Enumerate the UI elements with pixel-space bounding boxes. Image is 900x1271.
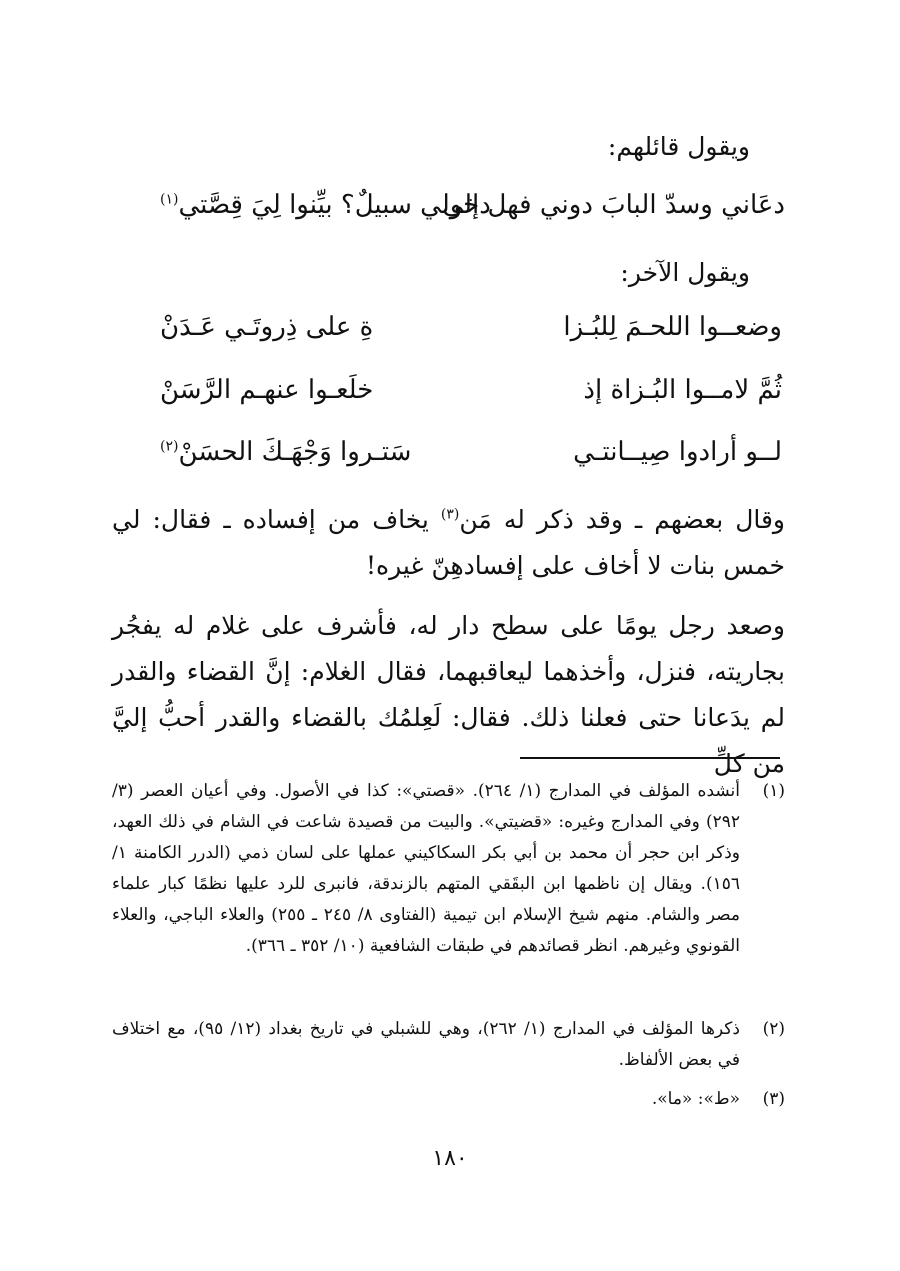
footnote-ref-2: (٢) bbox=[160, 438, 179, 455]
poem-verse-1-first: وضعــوا اللحـمَ لِلبُـزا bbox=[563, 312, 782, 342]
intro-line-2: ويقول الآخر: bbox=[620, 258, 750, 287]
verse-1-second-hemistich bbox=[160, 190, 491, 220]
footnote-1-text: أنشده المؤلف في المدارج (١/ ٢٦٤). «قصتي»: كذا في الأصول. وفي أعيان العصر (٣/ ٢٩٢) وفي المدارج وغيره: «قضيتي». والبيت من قصيدة شاعت في الشام في ذلك العهد، وذكر ابن حجر أن محمد بن أبي بكر السكاكيني عملها على لسان ذمي (الدرر الكامنة ١/ ١٥٦). ويقال إن ناظمها ابن البقَقي المتهم بالزندقة، فانبرى للرد عليها نظمًا كبار علماء مصر والشام. منهم شيخ الإسلام ابن تيمية (الفتاوى ٨/ ٢٤٥ ـ ٢٥٥) والعلاء الباجي، والعلاء القونوي وغيرهم. انظر قصائدهم في طبقات الشافعية (١٠/ ٣٥٢ ـ ٣٦٦). bbox=[112, 781, 741, 956]
footnote-ref-3: (٣) bbox=[440, 506, 460, 523]
footnote-3-number: (٣) bbox=[762, 1089, 785, 1109]
paragraph-1-before: وقال بعضهم ـ وقد ذكر له مَن bbox=[459, 505, 785, 534]
paragraph-2: وصعد رجل يومًا على سطح دار له، فأشرف على غلام له يفجُر بجاريته، فنزل، وأخذهما ليعاقبهما، فقال الغلام: إنَّ القضاء والقدر لم يدَعانا حتى فعلنا ذلك. فقال: لَعِلمُك بالقضاء والقدر أحبُّ إليَّ من كلِّ bbox=[112, 611, 785, 778]
footnote-2-text: ذكرها المؤلف في المدارج (١/ ٢٦٢)، وهي للشبلي في تاريخ بغداد (١٢/ ٩٥)، مع اختلاف في بعض الألفاظ. bbox=[112, 1019, 740, 1070]
footnote-ref-1: (١) bbox=[160, 191, 179, 208]
footnote-1 bbox=[112, 776, 785, 962]
verse-1-first-hemistich: دعَاني وسدّ البابَ دوني فهل إلى bbox=[442, 190, 785, 220]
poem-verse-1 bbox=[160, 312, 782, 356]
poem-verse-3 bbox=[160, 437, 782, 481]
footnote-2 bbox=[112, 1014, 785, 1076]
verse-1-second-text: دخولي سبيلٌ؟ بيِّنوا لِيَ قِصَّتي bbox=[178, 190, 491, 220]
poem-verse-3-first: لــو أرادوا صِيــانتـي bbox=[573, 437, 782, 467]
paragraph-1 bbox=[112, 497, 785, 589]
footnote-3 bbox=[112, 1084, 785, 1115]
footnote-3-text: «ط»: «ما». bbox=[651, 1089, 740, 1109]
poem-verse-2-first: ثُمَّ لامــوا البُـزاة إذ bbox=[583, 375, 782, 405]
poem-verse-2 bbox=[160, 375, 782, 419]
intro-line-1: ويقول قائلهم: bbox=[607, 132, 750, 161]
paragraph-1-after: يخاف من إفساده ـ فقال: لي خمس بنات لا أخاف على إفسادهِنّ غيره! bbox=[112, 505, 785, 580]
footnote-separator bbox=[520, 757, 780, 759]
footnote-1-number: (١) bbox=[762, 781, 785, 801]
poem-verse-3-second-text: سَتـروا وَجْهَـكَ الحسَنْ bbox=[178, 437, 412, 467]
poem-verse-2-second: خلَعـوا عنهـم الرَّسَنْ bbox=[160, 375, 374, 405]
page-number: ١٨٠ bbox=[432, 1146, 468, 1171]
verse-1 bbox=[160, 190, 785, 234]
poem-verse-3-second bbox=[160, 437, 411, 467]
poem-verse-1-second: ةِ على ذِروتَـي عَـدَنْ bbox=[160, 312, 374, 342]
footnote-2-number: (٢) bbox=[762, 1019, 785, 1039]
